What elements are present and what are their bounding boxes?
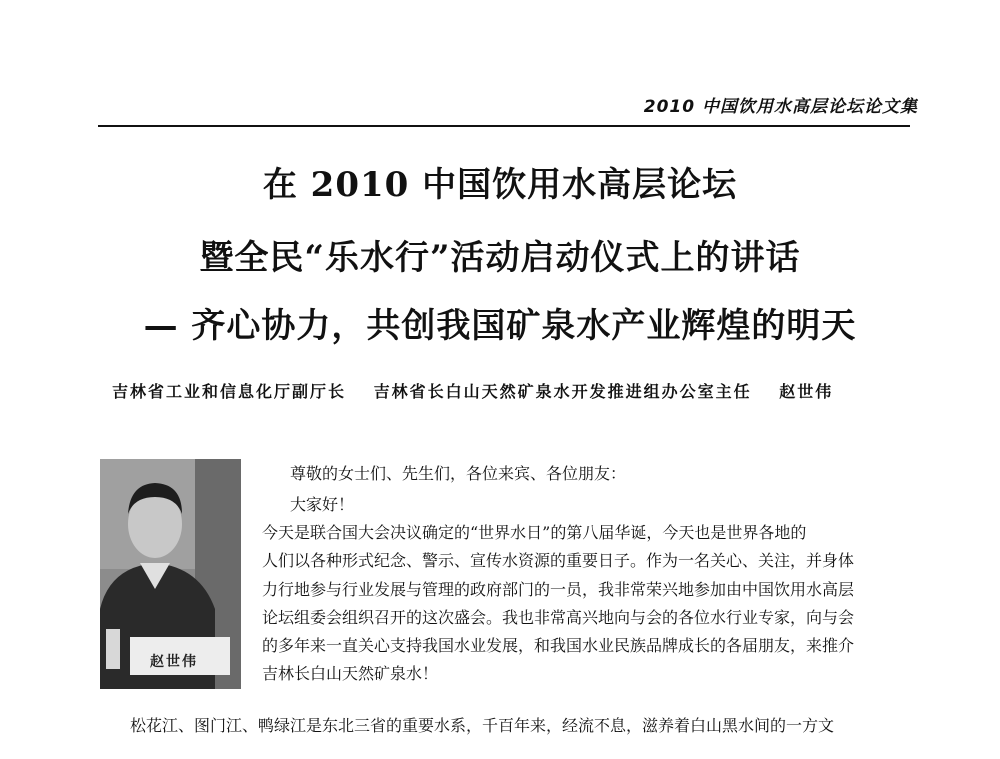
paragraph-line: 吉林长白山天然矿泉水！ xyxy=(262,664,439,684)
salutation: 尊敬的女士们、先生们，各位来宾、各位朋友： xyxy=(290,464,627,483)
title-line-3: — 齐心协力，共创我国矿泉水产业辉煌的明天 xyxy=(143,306,857,346)
author-position-2: 吉林省长白山天然矿泉水开发推进组办公室主任 xyxy=(373,382,752,401)
author-photo xyxy=(100,459,241,689)
running-head: 2010 中国饮用水高层论坛论文集 xyxy=(643,97,918,117)
paragraph-line: 今天是联合国大会决议确定的“世界水日”的第八届华诞，今天也是世界各地的 xyxy=(262,523,807,542)
author-byline xyxy=(112,379,902,402)
author-name: 赵世伟 xyxy=(779,382,834,401)
title-line-2: 暨全民“乐水行”活动启动仪式上的讲话 xyxy=(199,238,801,278)
author-position-1: 吉林省工业和信息化厅副厅长 xyxy=(112,382,347,401)
paragraph-line: 力行地参与行业发展与管理的政府部门的一员，我非常荣兴地参加由中国饮用水高层 xyxy=(262,579,855,599)
paragraph-1 xyxy=(262,519,910,689)
paragraph-2: 松花江、图门江、鸭绿江是东北三省的重要水系，千百年来，经流不息，滋养着白山黑水间的一方文 xyxy=(130,716,835,735)
paragraph-line: 的多年来一直关心支持我国水业发展，和我国水业民族品牌成长的各届朋友，来推介 xyxy=(262,636,855,656)
photo-nameplate: 赵世伟 xyxy=(150,654,198,670)
paragraph-line: 论坛组委会组织召开的这次盛会。我也非常高兴地向与会的各位水行业专家，向与会 xyxy=(262,607,855,627)
title-line-1: 在 2010 中国饮用水高层论坛 xyxy=(262,165,738,205)
paragraph-line: 人们以各种形式纪念、警示、宣传水资源的重要日子。作为一名关心、关注，并身体 xyxy=(262,551,855,571)
header-rule xyxy=(98,125,910,127)
greeting-hello: 大家好！ xyxy=(290,495,355,514)
cut-off-text-line xyxy=(0,0,812,17)
